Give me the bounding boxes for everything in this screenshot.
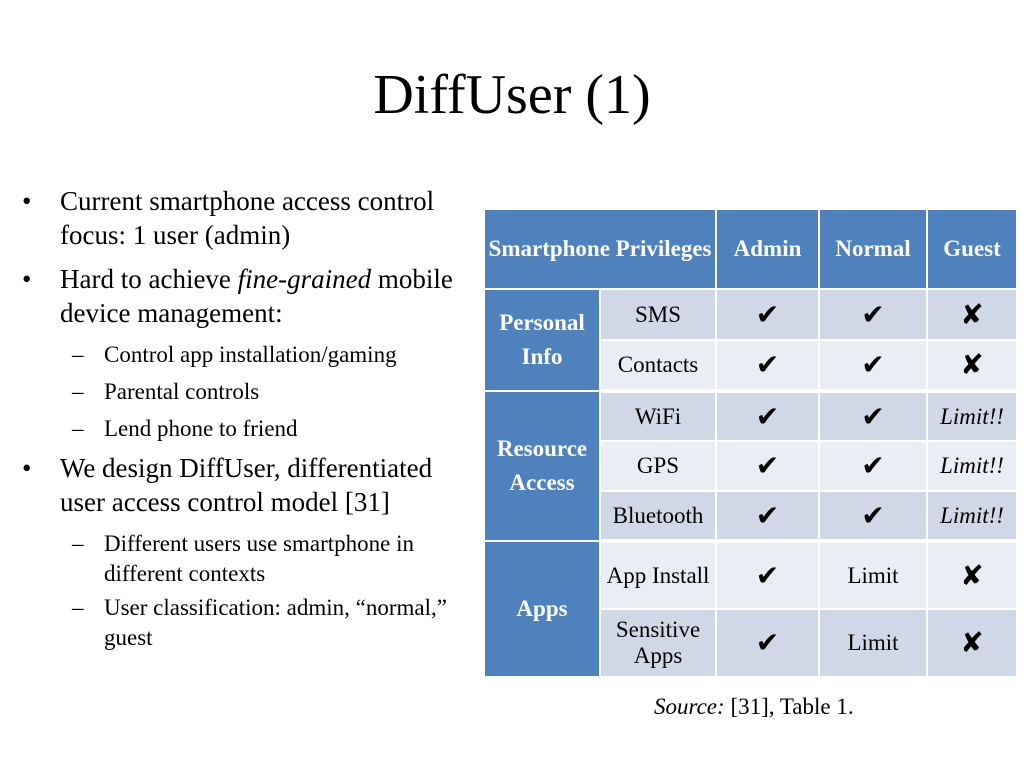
normal-check-icon: ✔ xyxy=(819,491,927,541)
dash-marker: – xyxy=(72,379,84,404)
sub-bullet-text: Lend phone to friend xyxy=(104,416,298,441)
privilege-item: App Install xyxy=(600,541,716,609)
header-privileges: Smartphone Privileges xyxy=(484,209,716,289)
bullet-text: Current smartphone access control focus: 1 user (admin) xyxy=(60,186,435,250)
guest-limit-value: Limit!! xyxy=(927,391,1017,441)
normal-limit-value: Limit xyxy=(819,609,927,677)
privilege-item: SMS xyxy=(600,289,716,340)
source-label: Source: xyxy=(654,694,725,719)
guest-limit-value: Limit!! xyxy=(927,441,1017,491)
admin-check-icon: ✔ xyxy=(716,541,819,609)
admin-check-icon: ✔ xyxy=(716,340,819,391)
bullet-list xyxy=(22,184,482,657)
dash-marker: – xyxy=(72,342,84,367)
slide-title: DiffUser (1) xyxy=(373,64,651,126)
sub-bullet-text: Parental controls xyxy=(104,379,260,404)
guest-cross-icon: ✘ xyxy=(927,289,1017,340)
normal-check-icon: ✔ xyxy=(819,289,927,340)
admin-check-icon: ✔ xyxy=(716,441,819,491)
sub-bullet-item xyxy=(72,377,482,407)
dash-marker: – xyxy=(72,531,84,556)
privilege-item: Bluetooth xyxy=(600,491,716,541)
privilege-item: WiFi xyxy=(600,391,716,441)
normal-check-icon: ✔ xyxy=(819,391,927,441)
normal-check-icon: ✔ xyxy=(819,441,927,491)
normal-limit-value: Limit xyxy=(819,541,927,609)
table-header-row xyxy=(484,209,1017,289)
source-citation xyxy=(654,694,854,720)
table-row xyxy=(484,289,1017,340)
sub-bullet-text: Different users use smartphone in different contexts xyxy=(104,531,414,586)
bullet-marker: • xyxy=(22,186,32,216)
guest-cross-icon: ✘ xyxy=(927,541,1017,609)
normal-check-icon: ✔ xyxy=(819,340,927,391)
sub-bullet-item xyxy=(72,414,482,444)
privilege-item: GPS xyxy=(600,441,716,491)
group-resource-access: Resource Access xyxy=(484,391,600,541)
table-row xyxy=(484,541,1017,609)
admin-check-icon: ✔ xyxy=(716,289,819,340)
table-row xyxy=(484,391,1017,441)
bullet-text-pre: Hard to achieve xyxy=(60,264,238,294)
dash-marker: – xyxy=(72,416,84,441)
bullet-item xyxy=(22,451,482,519)
guest-cross-icon: ✘ xyxy=(927,340,1017,391)
privileges-table xyxy=(483,208,1018,678)
group-apps: Apps xyxy=(484,541,600,677)
guest-cross-icon: ✘ xyxy=(927,609,1017,677)
sub-bullet-text: Control app installation/gaming xyxy=(104,342,397,367)
sub-bullet-item xyxy=(72,593,482,653)
privilege-item: Sensitive Apps xyxy=(600,609,716,677)
header-normal: Normal xyxy=(819,209,927,289)
bullet-marker: • xyxy=(22,264,32,294)
privilege-item: Contacts xyxy=(600,340,716,391)
sub-bullet-item xyxy=(72,340,482,370)
header-guest: Guest xyxy=(927,209,1017,289)
admin-check-icon: ✔ xyxy=(716,609,819,677)
header-admin: Admin xyxy=(716,209,819,289)
bullet-item xyxy=(22,184,482,252)
guest-limit-value: Limit!! xyxy=(927,491,1017,541)
bullet-text: We design DiffUser, differentiated user access control model [31] xyxy=(60,453,433,517)
source-text: [31], Table 1. xyxy=(724,694,854,719)
bullet-text-post: mobile device management: xyxy=(60,264,453,328)
bullet-item xyxy=(22,262,482,330)
sub-bullet-text: User classification: admin, “normal,” guest xyxy=(104,595,447,650)
dash-marker: – xyxy=(72,595,84,620)
sub-bullet-item xyxy=(72,529,482,589)
bullet-text-emphasis: fine-grained xyxy=(237,264,372,294)
bullet-marker: • xyxy=(22,453,32,483)
admin-check-icon: ✔ xyxy=(716,491,819,541)
admin-check-icon: ✔ xyxy=(716,391,819,441)
group-personal-info: Personal Info xyxy=(484,289,600,391)
bullet-text xyxy=(60,262,482,330)
